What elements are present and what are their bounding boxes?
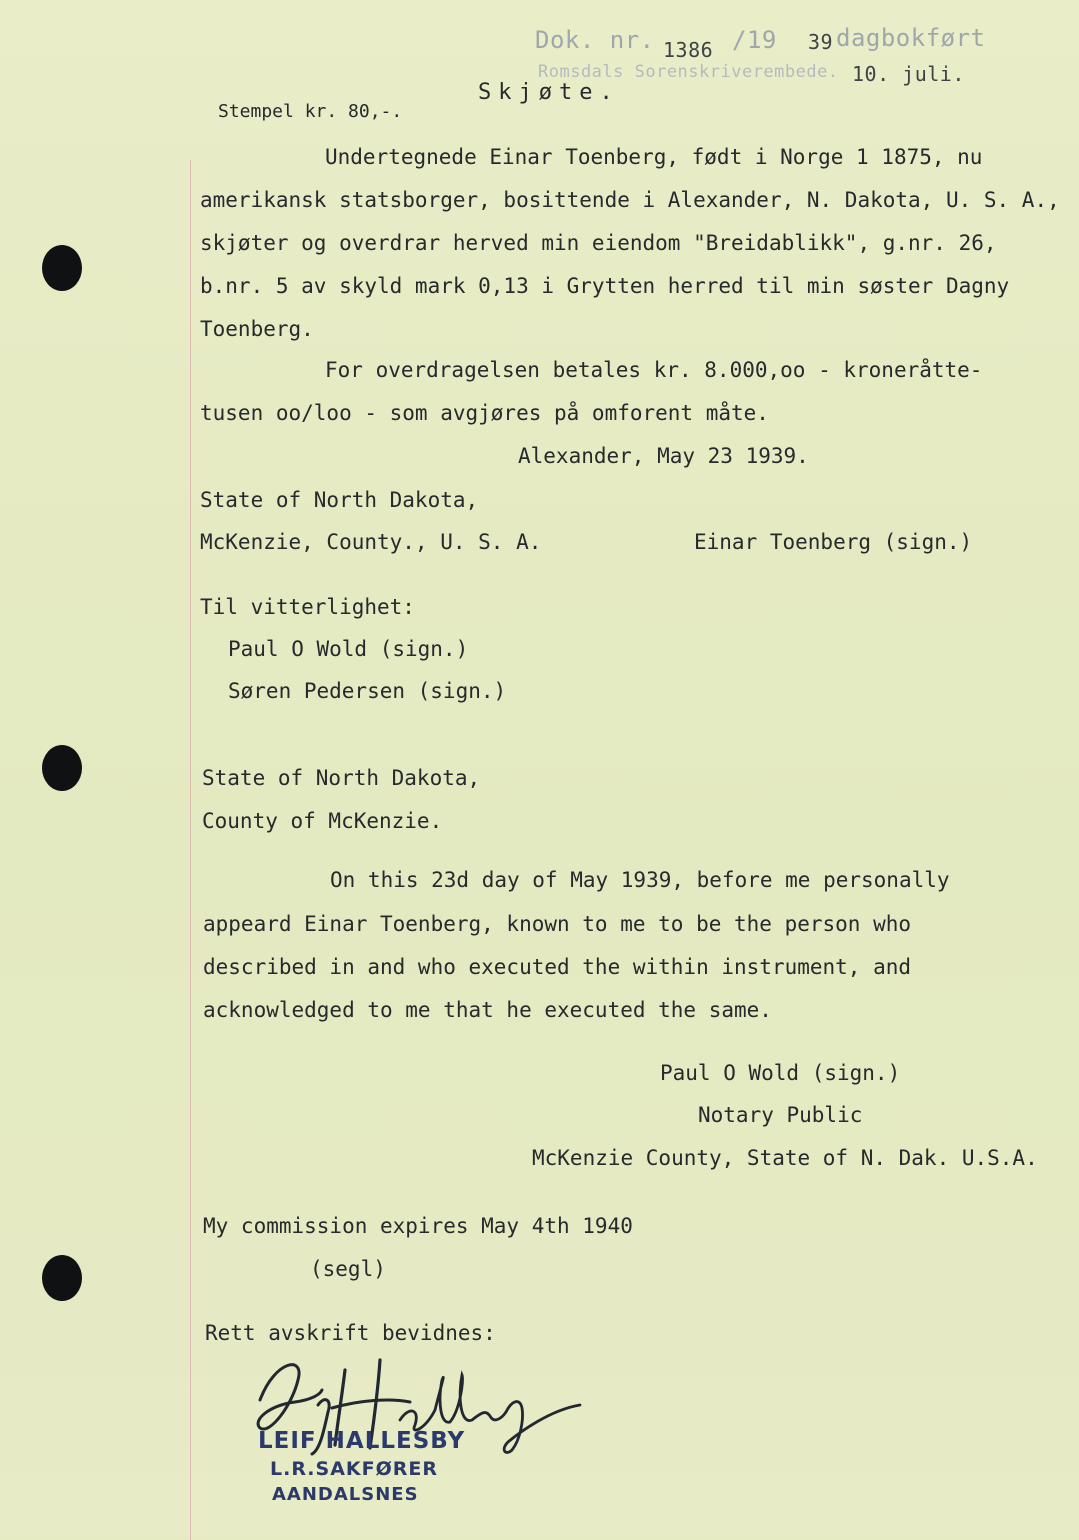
deed-line-3: skjøter og overdrar herved min eiendom "Breidablikk", g.nr. 26, (200, 231, 997, 255)
witness-label: Til vitterlighet: (200, 595, 415, 619)
grantor-signature: Einar Toenberg (sign.) (694, 530, 973, 554)
dagbokfort-label: dagbokført (836, 24, 986, 52)
document-title: Skjøte. (478, 80, 620, 105)
deed-line-2: amerikansk statsborger, bosittende i Alexander, N. Dakota, U. S. A., (200, 188, 1060, 212)
dok-year-slash: /19 (732, 26, 777, 54)
registration-date: 10. juli. (852, 62, 965, 86)
deed-line-1: Undertegnede Einar Toenberg, født i Norge 1 1875, nu (325, 145, 983, 169)
witness-2: Søren Pedersen (sign.) (228, 679, 507, 703)
punch-hole-bottom (42, 1255, 82, 1301)
notary-title: Notary Public (698, 1103, 863, 1127)
dok-nr-label: Dok. nr. (535, 26, 655, 54)
notary-signature: Paul O Wold (sign.) (660, 1061, 901, 1085)
ack-line-3: described in and who executed the within instrument, and (203, 955, 912, 979)
certified-copy-label: Rett avskrift bevidnes: (205, 1321, 496, 1345)
payment-line-1: For overdragelsen betales kr. 8.000,oo - kroneråtte- (325, 358, 983, 382)
state-line-1: State of North Dakota, (200, 488, 479, 512)
ack-line-4: acknowledged to me that he executed the same. (203, 998, 772, 1022)
witness-1: Paul O Wold (sign.) (228, 637, 469, 661)
county-line-1: McKenzie, County., U. S. A. (200, 530, 542, 554)
state-line-2: State of North Dakota, (202, 766, 481, 790)
deed-line-5: Toenberg. (200, 317, 314, 341)
margin-rule (190, 160, 191, 1540)
office-label: Romsdals Sorenskriverembede. (538, 62, 839, 82)
ack-line-1: On this 23d day of May 1939, before me personally (330, 868, 950, 892)
seal-note: (segl) (310, 1257, 386, 1281)
payment-line-2: tusen oo/loo - som avgjøres på omforent måte. (200, 401, 769, 425)
stempel-amount: Stempel kr. 80,-. (218, 101, 403, 122)
place-date: Alexander, May 23 1939. (518, 444, 809, 468)
notary-county: McKenzie County, State of N. Dak. U.S.A. (532, 1146, 1038, 1170)
ack-line-2: appeard Einar Toenberg, known to me to be the person who (203, 912, 912, 936)
stamp-place: AANDALSNES (272, 1484, 419, 1505)
punch-hole-middle (42, 745, 82, 791)
deed-line-4: b.nr. 5 av skyld mark 0,13 i Grytten herred til min søster Dagny (200, 274, 1010, 298)
dok-nr-value: 1386 (663, 38, 714, 62)
dok-year: 39 (808, 30, 834, 54)
commission-expiry: My commission expires May 4th 1940 (203, 1214, 633, 1238)
punch-hole-top (42, 245, 82, 291)
stamp-title: L.R.SAKFØRER (270, 1458, 439, 1480)
county-line-2: County of McKenzie. (202, 809, 443, 833)
stamp-name: LEIF HALLESBY (258, 1428, 466, 1454)
